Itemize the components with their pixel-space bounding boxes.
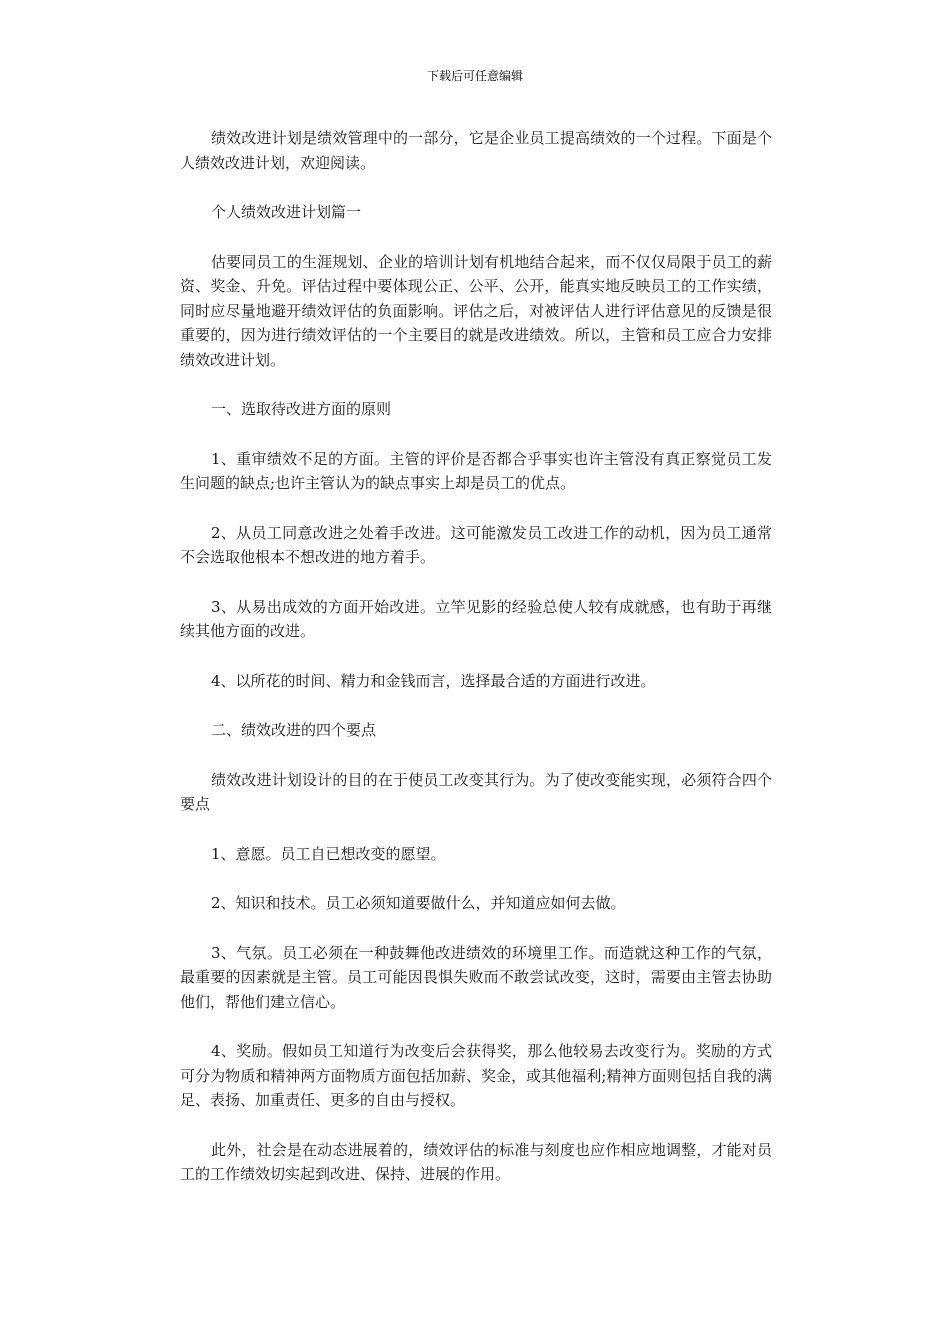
principle-item: 4、以所花的时间、精力和金钱而言，选择最合适的方面进行改进。 <box>211 671 656 690</box>
section-title: 个人绩效改进计划篇一 <box>211 203 362 221</box>
document-body <box>180 126 772 1212</box>
page-header-note: 下载后可任意编辑 <box>426 69 523 83</box>
principle-item: 2、从员工同意改进之处着手改进。这可能激发员工改进工作的动机，因为员工通常不会选取他根本不想改进的地方着手。 <box>180 523 772 566</box>
body-paragraph: 绩效改进计划设计的目的在于使员工改变其行为。为了使改变能实现，必须符合四个要点 <box>180 770 772 813</box>
heading-principles: 一、选取待改进方面的原则 <box>211 400 392 418</box>
key-point-item: 2、知识和技术。员工必须知道要做什么，并知道应如何去做。 <box>211 894 626 912</box>
intro-paragraph: 绩效改进计划是绩效管理中的一部分，它是企业员工提高绩效的一个过程。下面是个人绩效改进计划，欢迎阅读。 <box>180 129 772 172</box>
key-point-item: 1、意愿。员工自已想改变的愿望。 <box>211 844 446 863</box>
key-point-item: 4、奖励。假如员工知道行为改变后会获得奖，那么他较易去改变行为。奖励的方式可分为物质和精神两方面物质方面包括加薪、奖金，或其他福利;精神方面则包括自我的满足、表扬、加重责任、更多的自由与授权。 <box>180 1042 772 1109</box>
heading-key-points: 二、绩效改进的四个要点 <box>211 721 377 739</box>
closing-paragraph: 此外，社会是在动态进展着的，绩效评估的标准与刻度也应作相应地调整，才能对员工的工作绩效切实起到改进、保持、进展的作用。 <box>180 1140 772 1183</box>
principle-item: 3、从易出成效的方面开始改进。立竿见影的经验总使人较有成就感，也有助于再继续其他方面的改进。 <box>180 597 772 640</box>
body-paragraph: 估要同员工的生涯规划、企业的培训计划有机地结合起来，而不仅仅局限于员工的薪资、奖金、升免。评估过程中要体现公正、公平、公开，能真实地反映员工的工作实绩，同时应尽量地避开绩效评估的负面影响。评估之后，对被评估人进行评估意见的反馈是很重要的，因为进行绩效评估的一个主要目的就是改进绩效。所以，主管和员工应合力安排绩效改进计划。 <box>180 252 772 369</box>
principle-item: 1、重审绩效不足的方面。主管的评价是否都合乎事实也许主管没有真正察觉员工发生问题的缺点;也许主管认为的缺点事实上却是员工的优点。 <box>180 449 772 492</box>
key-point-item: 3、气氛。员工必须在一种鼓舞他改进绩效的环境里工作。而造就这种工作的气氛，最重要的因素就是主管。员工可能因畏惧失败而不敢尝试改变，这时，需要由主管去协助他们，帮他们建立信心。 <box>180 943 772 1011</box>
